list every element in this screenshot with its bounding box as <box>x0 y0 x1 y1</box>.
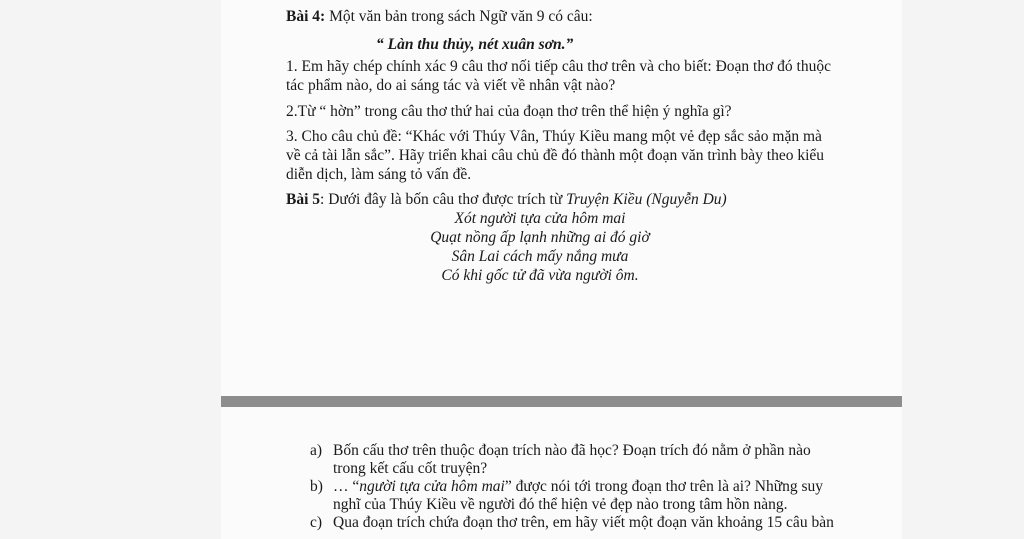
item-a-line-2: trong kết cấu cốt truyện? <box>333 460 488 477</box>
q3-line-3: diễn dịch, làm sáng tỏ vấn đề. <box>286 166 472 183</box>
item-b-marker: b) <box>310 478 323 495</box>
bai5-source: Truyện Kiều (Nguyễn Du) <box>566 191 727 208</box>
poem-line-3: Sân Lai cách mấy nắng mưa <box>451 248 629 265</box>
item-a-marker: a) <box>310 442 323 459</box>
bai5-label: Bài 5 <box>286 191 321 208</box>
item-c-line-1: Qua đoạn trích chứa đoạn thơ trên, em hãy viết một đoạn văn khoảng 15 câu bàn <box>333 514 834 531</box>
poem-line-1: Xót người tựa cửa hôm mai <box>454 210 626 227</box>
item-b-quote: người tựa cửa hôm mai <box>359 478 505 495</box>
q1-line-1: 1. Em hãy chép chính xác 9 câu thơ nối tiếp câu thơ trên và cho biết: Đoạn thơ đó thuộc <box>286 58 831 75</box>
quote-text: “ Làn thu thủy, nét xuân sơn.” <box>376 36 574 53</box>
bai5-heading <box>286 191 727 209</box>
poem-line-2: Quạt nồng ấp lạnh những ai đó giờ <box>430 229 650 246</box>
bai4-intro: Một văn bản trong sách Ngữ văn 9 có câu: <box>325 8 593 25</box>
q3-line-1: 3. Cho câu chủ đề: “Khác với Thúy Vân, Thúy Kiều mang một vẻ đẹp sắc sảo mặn mà <box>286 128 822 145</box>
bai4-label: Bài 4: <box>286 8 326 25</box>
item-b-line-2: nghĩ của Thúy Kiều về người đó thể hiện vẻ đẹp nào trong tâm hồn nàng. <box>333 496 788 513</box>
item-c-marker: c) <box>310 514 323 531</box>
bai4-heading <box>286 8 593 26</box>
item-b-line-1: … “người tựa cửa hôm mai” được nói tới trong đoạn thơ trên là ai? Những suy <box>333 478 824 495</box>
q3-line-2: về cả tài lẫn sắc”. Hãy triển khai câu chủ đề đó thành một đoạn văn trình bày theo kiểu <box>286 147 825 164</box>
bai5-intro: : Dưới đây là bốn câu thơ được trích từ <box>320 191 567 208</box>
poem-line-4: Có khi gốc tử đã vừa người ôm. <box>441 267 639 284</box>
page-separator <box>221 396 902 407</box>
item-a-line-1: Bốn cấu thơ trên thuộc đoạn trích nào đã học? Đoạn trích đó nằm ở phần nào <box>333 442 811 459</box>
q2-line: 2.Từ “ hờn” trong câu thơ thứ hai của đoạn thơ trên thể hiện ý nghĩa gì? <box>286 103 732 120</box>
bai4-quote <box>376 36 573 54</box>
q1-line-2: tác phẩm nào, do ai sáng tác và viết về nhân vật nào? <box>286 77 616 94</box>
